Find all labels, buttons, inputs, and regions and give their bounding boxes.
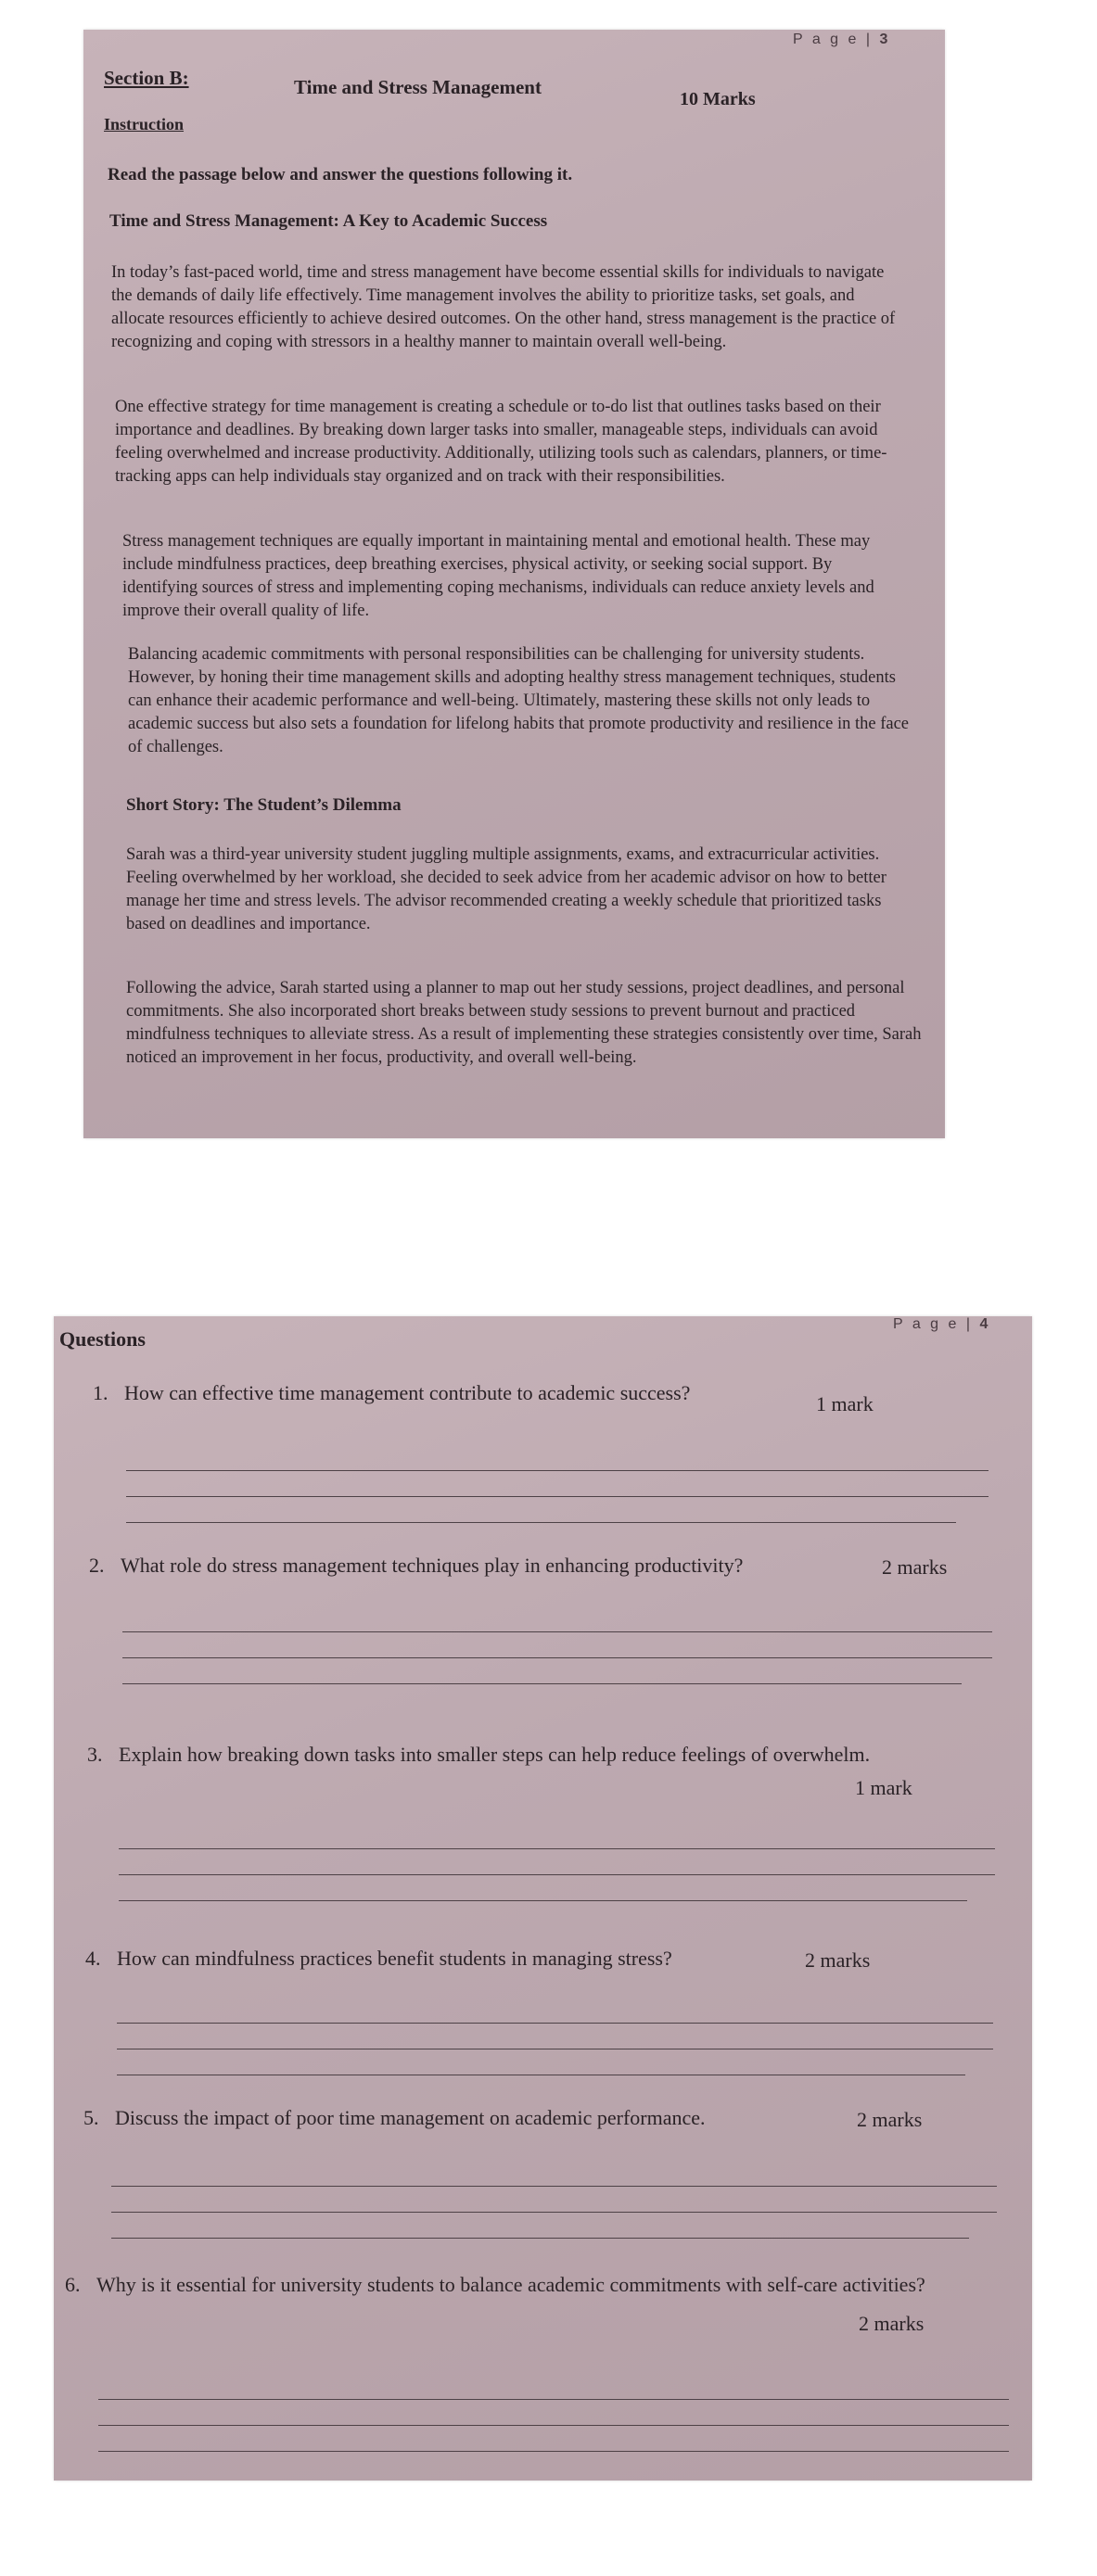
answer-line[interactable] xyxy=(98,2451,1009,2452)
passage-paragraph-4: Balancing academic commitments with personal responsibilities can be challenging for university students. However, by honing their time management skills and adopting healthy stress management techniques, students can enhance their academic performance and well-being. Ultimately, mastering these skills not only leads to academic success but also sets a foundation for lifelong habits that promote productivity and resilience in the face of challenges. xyxy=(128,645,909,756)
question-number: 1. xyxy=(93,1381,108,1404)
question-5-marks: 2 marks xyxy=(857,2108,923,2131)
question-4-marks: 2 marks xyxy=(805,1948,871,1972)
page-3-sheet xyxy=(83,30,945,1138)
question-1 xyxy=(93,1381,909,1405)
page-number-value: 4 xyxy=(979,1316,989,1332)
page-number xyxy=(893,1316,988,1333)
question-2-marks: 2 marks xyxy=(882,1555,948,1579)
question-2 xyxy=(89,1554,905,1578)
question-number: 4. xyxy=(85,1947,101,1970)
question-number: 3. xyxy=(87,1743,103,1766)
answer-line[interactable] xyxy=(117,2023,993,2024)
section-title: Time and Stress Management xyxy=(294,76,542,98)
question-text: Explain how breaking down tasks into smaller steps can help reduce feelings of overwhelm. xyxy=(119,1743,871,1766)
answer-line[interactable] xyxy=(111,2186,997,2187)
question-number: 2. xyxy=(89,1554,105,1577)
story-paragraph-2: Following the advice, Sarah started using a planner to map out her study sessions, project deadlines, and personal commitments. She also incorporated short breaks between study sessions to prevent burnout and practiced mindfulness techniques to alleviate stress. As a result of implementing these strategies consistently over time, Sarah noticed an improvement in her focus, productivity, and overall well-being. xyxy=(126,979,922,1067)
story-title: Short Story: The Student’s Dilemma xyxy=(126,795,402,815)
page-number-label: P a g e | xyxy=(793,32,874,47)
answer-line[interactable] xyxy=(98,2399,1009,2400)
question-3 xyxy=(87,1743,922,1767)
question-6 xyxy=(65,2273,1001,2297)
story-paragraph-1: Sarah was a third-year university student juggling multiple assignments, exams, and extracurricular activities. Feeling overwhelmed by her workload, she decided to seek advice from her academic advisor on how to better manage her time and stress levels. The advisor recommended creating a weekly schedule that prioritized tasks based on deadlines and importance. xyxy=(126,845,887,933)
instruction-label: Instruction xyxy=(104,115,185,133)
answer-line[interactable] xyxy=(122,1683,962,1684)
answer-line[interactable] xyxy=(126,1470,989,1471)
answer-line[interactable] xyxy=(98,2425,1009,2426)
questions-heading: Questions xyxy=(59,1327,146,1351)
question-1-marks: 1 mark xyxy=(816,1392,874,1415)
question-number: 5. xyxy=(83,2106,99,2129)
question-4 xyxy=(85,1947,901,1971)
question-text: How can effective time management contribute to academic success? xyxy=(124,1381,691,1404)
section-label: Section B: xyxy=(104,67,189,89)
section-marks: 10 Marks xyxy=(680,89,756,109)
page-number xyxy=(793,32,887,48)
question-text: How can mindfulness practices benefit students in managing stress? xyxy=(117,1947,672,1970)
question-number: 6. xyxy=(65,2273,81,2296)
page-4-sheet xyxy=(54,1316,1032,2481)
instruction-text: Read the passage below and answer the questions following it. xyxy=(108,165,573,184)
answer-line[interactable] xyxy=(111,2212,997,2213)
answer-line[interactable] xyxy=(126,1522,956,1523)
question-5 xyxy=(83,2106,899,2130)
page-number-value: 3 xyxy=(879,32,888,47)
question-text: Why is it essential for university students to balance academic commitments with self-care activities? xyxy=(96,2273,925,2296)
passage-paragraph-2: One effective strategy for time management is creating a schedule or to-do list that outlines tasks based on their importance and deadlines. By breaking down larger tasks into smaller, manageable steps, individuals can avoid feeling overwhelmed and increase productivity. Additionally, utilizing tools such as calendars, planners, or time-tracking apps can help individuals stay organized and on track with their responsibilities. xyxy=(115,398,887,486)
answer-line[interactable] xyxy=(122,1631,992,1632)
answer-line[interactable] xyxy=(119,1900,967,1901)
answer-line[interactable] xyxy=(119,1848,995,1849)
question-text: Discuss the impact of poor time management on academic performance. xyxy=(115,2106,706,2129)
passage-paragraph-3: Stress management techniques are equally important in maintaining mental and emotional health. These may include mindfulness practices, deep breathing exercises, physical activity, or seeking social support. By identifying sources of stress and implementing coping mechanisms, individuals can reduce anxiety levels and improve their overall quality of life. xyxy=(122,532,874,620)
question-6-marks: 2 marks xyxy=(859,2312,925,2335)
question-text: What role do stress management techniques play in enhancing productivity? xyxy=(121,1554,744,1577)
passage-paragraph-1: In today’s fast-paced world, time and stress management have become essential skills for individuals to navigate the demands of daily life effectively. Time management involves the ability to prioritize tasks, set goals, and allocate resources efficiently to achieve desired outcomes. On the other hand, stress management is the practice of recognizing and coping with stressors in a healthy manner to maintain overall well-being. xyxy=(111,263,896,351)
passage-title: Time and Stress Management: A Key to Academic Success xyxy=(109,211,548,231)
answer-line[interactable] xyxy=(119,1874,995,1875)
page-number-label: P a g e | xyxy=(893,1316,974,1332)
answer-line[interactable] xyxy=(122,1657,992,1658)
answer-line[interactable] xyxy=(126,1496,989,1497)
question-3-marks: 1 mark xyxy=(855,1776,912,1799)
answer-line[interactable] xyxy=(111,2238,969,2239)
